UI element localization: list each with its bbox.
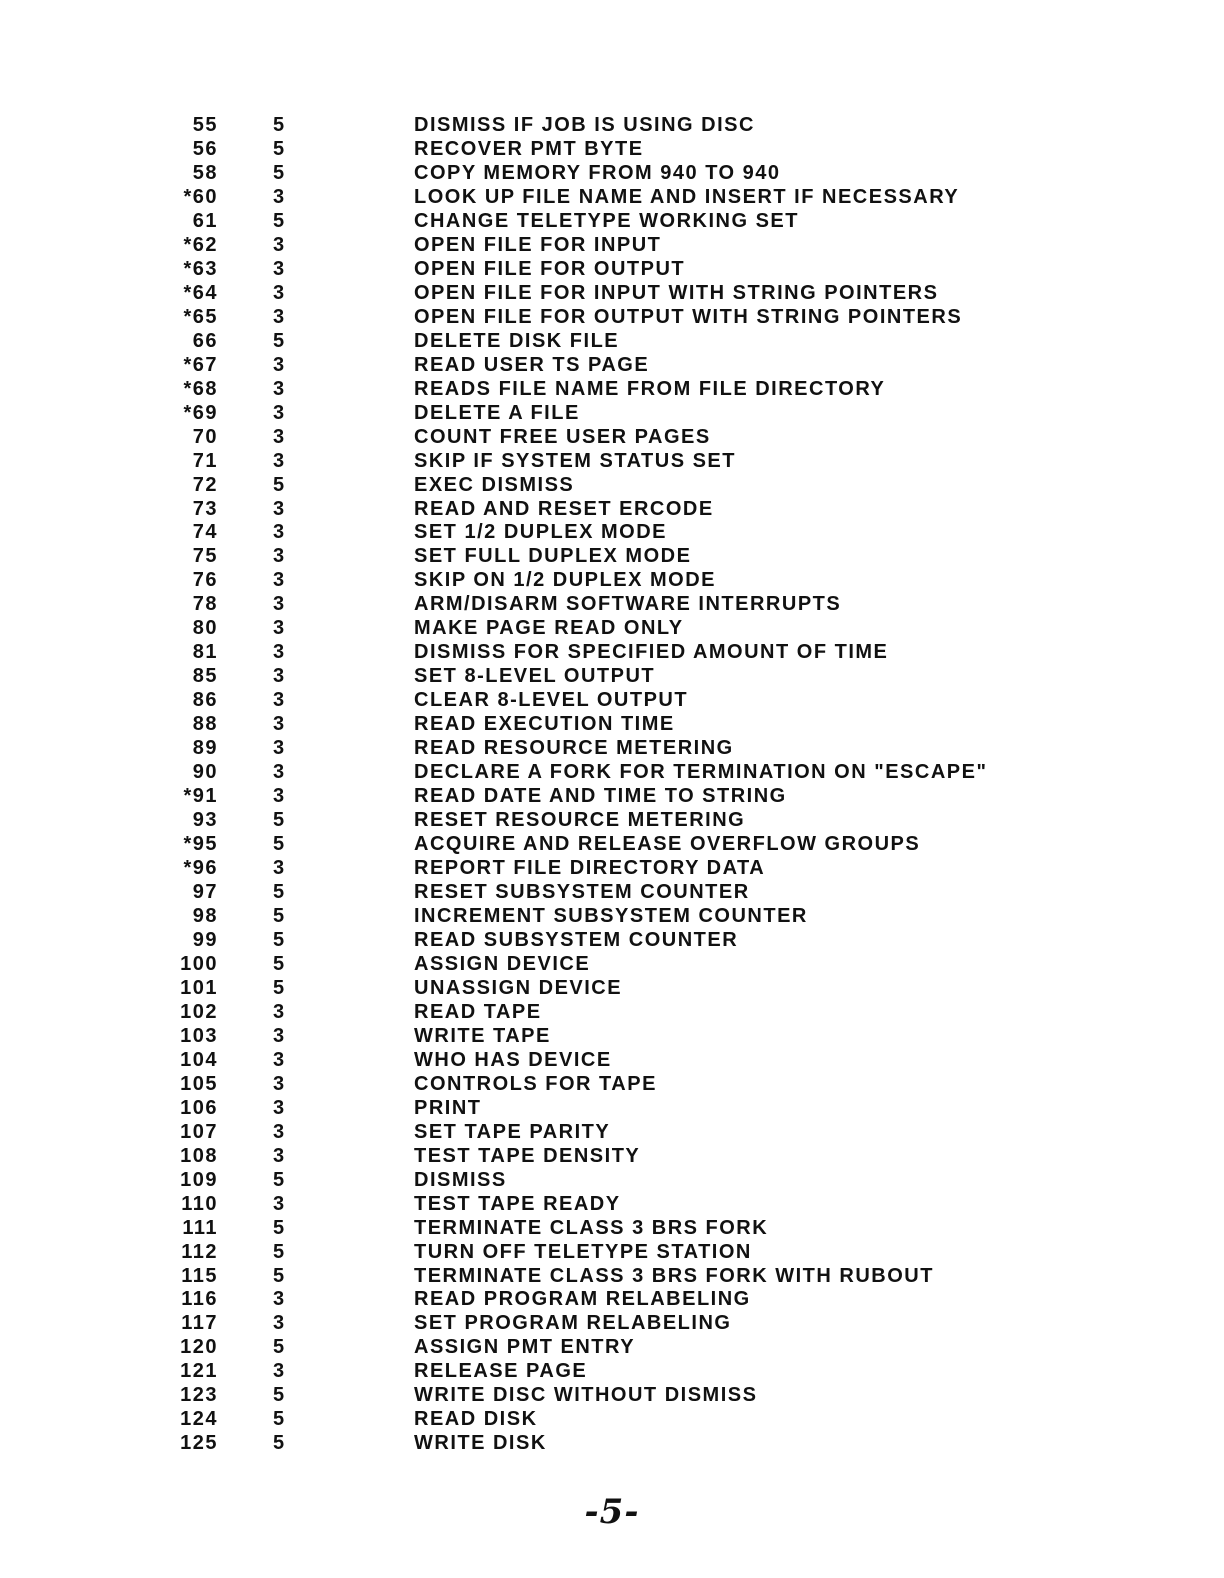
brs-description: RECOVER PMT BYTE	[414, 137, 644, 160]
brs-number: 58	[192, 161, 218, 184]
brs-number: 74	[192, 521, 218, 544]
brs-number: 98	[192, 904, 218, 927]
brs-number: 104	[180, 1048, 218, 1071]
brs-class: 5	[273, 1384, 286, 1407]
listing-row	[160, 354, 1060, 378]
listing-row	[160, 1193, 1060, 1217]
listing-row	[160, 1241, 1060, 1265]
brs-number: *91	[183, 785, 218, 808]
brs-class: 3	[273, 1144, 286, 1167]
brs-class: 3	[273, 761, 286, 784]
listing-row	[160, 258, 1060, 282]
listing-row	[160, 114, 1060, 138]
brs-number: 56	[192, 137, 218, 160]
listing-row	[160, 1217, 1060, 1241]
listing-row	[160, 689, 1060, 713]
listing-row	[160, 210, 1060, 234]
brs-description: TERMINATE CLASS 3 BRS FORK	[414, 1216, 769, 1239]
brs-number: *62	[183, 233, 218, 256]
brs-description: CONTROLS FOR TAPE	[414, 1072, 657, 1095]
brs-description: SKIP IF SYSTEM STATUS SET	[414, 449, 736, 472]
listing-row	[160, 833, 1060, 857]
brs-description: ACQUIRE AND RELEASE OVERFLOW GROUPS	[414, 833, 921, 856]
brs-class: 5	[273, 209, 286, 232]
brs-class: 3	[273, 257, 286, 280]
brs-description: TEST TAPE READY	[414, 1192, 621, 1215]
brs-description: WHO HAS DEVICE	[414, 1048, 612, 1071]
brs-description: READ PROGRAM RELABELING	[414, 1288, 751, 1311]
brs-description: SET TAPE PARITY	[414, 1120, 611, 1143]
brs-class: 3	[273, 617, 286, 640]
listing-row	[160, 186, 1060, 210]
brs-number: 55	[192, 114, 218, 136]
brs-number: 120	[180, 1336, 218, 1359]
brs-number: 102	[180, 1000, 218, 1023]
brs-class: 3	[273, 545, 286, 568]
brs-description: UNASSIGN DEVICE	[414, 976, 623, 999]
brs-class: 5	[273, 1408, 286, 1431]
brs-class: 5	[273, 161, 286, 184]
brs-number: 90	[192, 761, 218, 784]
brs-class: 3	[273, 1024, 286, 1047]
listing-row	[160, 402, 1060, 426]
brs-description: READ USER TS PAGE	[414, 353, 650, 376]
listing-row	[160, 306, 1060, 330]
page-number: -5-	[584, 1492, 640, 1532]
listing-row	[160, 1145, 1060, 1169]
listing-row	[160, 641, 1060, 665]
brs-class: 3	[273, 497, 286, 520]
brs-class: 3	[273, 1120, 286, 1143]
brs-number: 125	[180, 1432, 218, 1455]
brs-class: 5	[273, 137, 286, 160]
brs-number: 61	[192, 209, 218, 232]
listing-row	[160, 378, 1060, 402]
brs-description: SET PROGRAM RELABELING	[414, 1312, 732, 1335]
listing-row	[160, 1121, 1060, 1145]
brs-description: READ EXECUTION TIME	[414, 713, 675, 736]
listing-row	[160, 1169, 1060, 1193]
brs-class: 3	[273, 713, 286, 736]
brs-description: WRITE TAPE	[414, 1024, 551, 1047]
brs-description: INCREMENT SUBSYSTEM COUNTER	[414, 904, 808, 927]
brs-description: DECLARE A FORK FOR TERMINATION ON "ESCAPE"	[414, 761, 988, 784]
listing-row	[160, 498, 1060, 522]
brs-description: COPY MEMORY FROM 940 TO 940	[414, 161, 781, 184]
listing-row	[160, 474, 1060, 498]
listing-row	[160, 1265, 1060, 1289]
brs-description: TEST TAPE DENSITY	[414, 1144, 641, 1167]
brs-description: RESET RESOURCE METERING	[414, 809, 746, 832]
brs-number: *96	[183, 857, 218, 880]
brs-number: 115	[181, 1264, 218, 1287]
listing-row	[160, 569, 1060, 593]
brs-class: 3	[273, 185, 286, 208]
brs-number: *67	[183, 353, 218, 376]
brs-number: *68	[183, 377, 218, 400]
brs-number: 71	[192, 449, 218, 472]
brs-class: 3	[273, 305, 286, 328]
listing-row	[160, 905, 1060, 929]
brs-number: 70	[192, 425, 218, 448]
brs-class: 3	[273, 1096, 286, 1119]
brs-number: 111	[182, 1216, 218, 1239]
brs-class: 3	[273, 641, 286, 664]
brs-number: *65	[183, 305, 218, 328]
listing-row	[160, 545, 1060, 569]
brs-number: 72	[192, 473, 218, 496]
listing-row	[160, 857, 1060, 881]
listing-row	[160, 1360, 1060, 1384]
brs-description: ASSIGN DEVICE	[414, 952, 591, 975]
brs-class: 5	[273, 114, 286, 136]
brs-class: 3	[273, 689, 286, 712]
brs-description: SKIP ON 1/2 DUPLEX MODE	[414, 569, 716, 592]
brs-class: 3	[273, 425, 286, 448]
brs-class: 5	[273, 976, 286, 999]
brs-class: 3	[273, 521, 286, 544]
brs-description: TURN OFF TELETYPE STATION	[414, 1240, 752, 1263]
listing-row	[160, 809, 1060, 833]
brs-class: 3	[273, 569, 286, 592]
brs-number: 116	[181, 1288, 218, 1311]
listing-row	[160, 1288, 1060, 1312]
listing-row	[160, 1312, 1060, 1336]
brs-description: RELEASE PAGE	[414, 1360, 588, 1383]
brs-number: 124	[180, 1408, 218, 1431]
brs-class: 5	[273, 1432, 286, 1455]
brs-description: MAKE PAGE READ ONLY	[414, 617, 684, 640]
brs-description: WRITE DISC WITHOUT DISMISS	[414, 1384, 758, 1407]
brs-number: 75	[192, 545, 218, 568]
brs-description: TERMINATE CLASS 3 BRS FORK WITH RUBOUT	[414, 1264, 934, 1287]
brs-class: 3	[273, 281, 286, 304]
brs-number: 66	[192, 329, 218, 352]
brs-description: READS FILE NAME FROM FILE DIRECTORY	[414, 377, 886, 400]
brs-description: CHANGE TELETYPE WORKING SET	[414, 209, 799, 232]
listing-row	[160, 162, 1060, 186]
brs-number: 80	[192, 617, 218, 640]
listing-row	[160, 617, 1060, 641]
brs-class: 5	[273, 952, 286, 975]
brs-number: 93	[192, 809, 218, 832]
brs-number: 107	[180, 1120, 218, 1143]
listing-row	[160, 593, 1060, 617]
brs-description: LOOK UP FILE NAME AND INSERT IF NECESSARY	[414, 185, 960, 208]
brs-description: ASSIGN PMT ENTRY	[414, 1336, 636, 1359]
brs-class: 5	[273, 904, 286, 927]
brs-number: 99	[192, 928, 218, 951]
listing-row	[160, 1025, 1060, 1049]
brs-class: 3	[273, 1312, 286, 1335]
brs-description: READ RESOURCE METERING	[414, 737, 734, 760]
brs-class: 5	[273, 1264, 286, 1287]
brs-description: DELETE DISK FILE	[414, 329, 620, 352]
listing-row	[160, 426, 1060, 450]
brs-number: 121	[180, 1360, 218, 1383]
brs-class: 3	[273, 665, 286, 688]
brs-class: 3	[273, 233, 286, 256]
listing-row	[160, 1384, 1060, 1408]
brs-description: DELETE A FILE	[414, 401, 580, 424]
brs-number: 81	[192, 641, 218, 664]
listing-row	[160, 785, 1060, 809]
listing-row	[160, 330, 1060, 354]
listing-row	[160, 1001, 1060, 1025]
brs-class: 3	[273, 593, 286, 616]
brs-number: 101	[180, 976, 218, 999]
brs-description: CLEAR 8-LEVEL OUTPUT	[414, 689, 689, 712]
brs-description: SET 1/2 DUPLEX MODE	[414, 521, 667, 544]
listing-row	[160, 282, 1060, 306]
brs-class: 5	[273, 1168, 286, 1191]
listing-row	[160, 234, 1060, 258]
brs-number: 108	[180, 1144, 218, 1167]
brs-number: 78	[192, 593, 218, 616]
listing-row	[160, 1049, 1060, 1073]
listing-row	[160, 1097, 1060, 1121]
brs-number: 86	[192, 689, 218, 712]
brs-description: OPEN FILE FOR INPUT	[414, 233, 662, 256]
brs-description: READ DATE AND TIME TO STRING	[414, 785, 787, 808]
brs-description: READ DISK	[414, 1408, 538, 1431]
listing-row	[160, 138, 1060, 162]
brs-class: 3	[273, 857, 286, 880]
brs-number: 110	[181, 1192, 218, 1215]
brs-number: 109	[180, 1168, 218, 1191]
brs-description: REPORT FILE DIRECTORY DATA	[414, 857, 766, 880]
brs-class: 3	[273, 1000, 286, 1023]
brs-description: OPEN FILE FOR OUTPUT	[414, 257, 686, 280]
listing-row	[160, 665, 1060, 689]
listing-row	[160, 450, 1060, 474]
brs-number: 123	[180, 1384, 218, 1407]
brs-number: 88	[192, 713, 218, 736]
brs-class: 3	[273, 737, 286, 760]
brs-description: PRINT	[414, 1096, 482, 1119]
brs-class: 3	[273, 1048, 286, 1071]
brs-number: 73	[192, 497, 218, 520]
listing-row	[160, 737, 1060, 761]
listing-row	[160, 1336, 1060, 1360]
brs-class: 5	[273, 329, 286, 352]
brs-number: 97	[192, 881, 218, 903]
brs-description: READ AND RESET ERCODE	[414, 497, 714, 520]
brs-class: 3	[273, 1072, 286, 1095]
brs-class: 5	[273, 1336, 286, 1359]
brs-class: 5	[273, 809, 286, 832]
brs-description: SET 8-LEVEL OUTPUT	[414, 665, 656, 688]
listing-row	[160, 713, 1060, 737]
brs-description: DISMISS	[414, 1168, 507, 1191]
brs-number: *95	[183, 833, 218, 856]
brs-class: 3	[273, 1288, 286, 1311]
brs-number: *69	[183, 401, 218, 424]
brs-number: 117	[181, 1312, 218, 1335]
brs-number: 105	[180, 1072, 218, 1095]
brs-class: 5	[273, 881, 286, 903]
brs-description: EXEC DISMISS	[414, 473, 575, 496]
brs-class: 3	[273, 449, 286, 472]
listing-row	[160, 953, 1060, 977]
brs-number: *60	[183, 185, 218, 208]
brs-class: 3	[273, 377, 286, 400]
brs-description: RESET SUBSYSTEM COUNTER	[414, 881, 750, 903]
brs-class: 5	[273, 928, 286, 951]
listing-row	[160, 1073, 1060, 1097]
listing-row	[160, 521, 1060, 545]
brs-class: 5	[273, 473, 286, 496]
brs-class: 5	[273, 1216, 286, 1239]
listing-row	[160, 881, 1060, 905]
brs-description: DISMISS IF JOB IS USING DISC	[414, 114, 755, 136]
brs-description: WRITE DISK	[414, 1432, 547, 1455]
brs-class: 3	[273, 401, 286, 424]
brs-class: 3	[273, 785, 286, 808]
brs-number: *64	[183, 281, 218, 304]
brs-class: 3	[273, 1360, 286, 1383]
brs-class: 5	[273, 833, 286, 856]
brs-description: OPEN FILE FOR OUTPUT WITH STRING POINTERS	[414, 305, 963, 328]
listing-row	[160, 929, 1060, 953]
brs-description: DISMISS FOR SPECIFIED AMOUNT OF TIME	[414, 641, 889, 664]
listing-row	[160, 761, 1060, 785]
brs-class: 3	[273, 353, 286, 376]
brs-description: SET FULL DUPLEX MODE	[414, 545, 692, 568]
brs-number: 106	[180, 1096, 218, 1119]
brs-number: 112	[181, 1240, 218, 1263]
brs-listing	[160, 114, 1060, 1456]
brs-class: 5	[273, 1240, 286, 1263]
brs-description: OPEN FILE FOR INPUT WITH STRING POINTERS	[414, 281, 939, 304]
brs-description: COUNT FREE USER PAGES	[414, 425, 711, 448]
brs-number: 100	[180, 952, 218, 975]
listing-row	[160, 1408, 1060, 1432]
listing-row	[160, 1432, 1060, 1456]
listing-row	[160, 977, 1060, 1001]
brs-number: *63	[183, 257, 218, 280]
brs-number: 103	[180, 1024, 218, 1047]
brs-number: 76	[192, 569, 218, 592]
brs-class: 3	[273, 1192, 286, 1215]
brs-number: 89	[192, 737, 218, 760]
brs-description: READ SUBSYSTEM COUNTER	[414, 928, 739, 951]
brs-description: ARM/DISARM SOFTWARE INTERRUPTS	[414, 593, 842, 616]
brs-description: READ TAPE	[414, 1000, 542, 1023]
brs-number: 85	[192, 665, 218, 688]
